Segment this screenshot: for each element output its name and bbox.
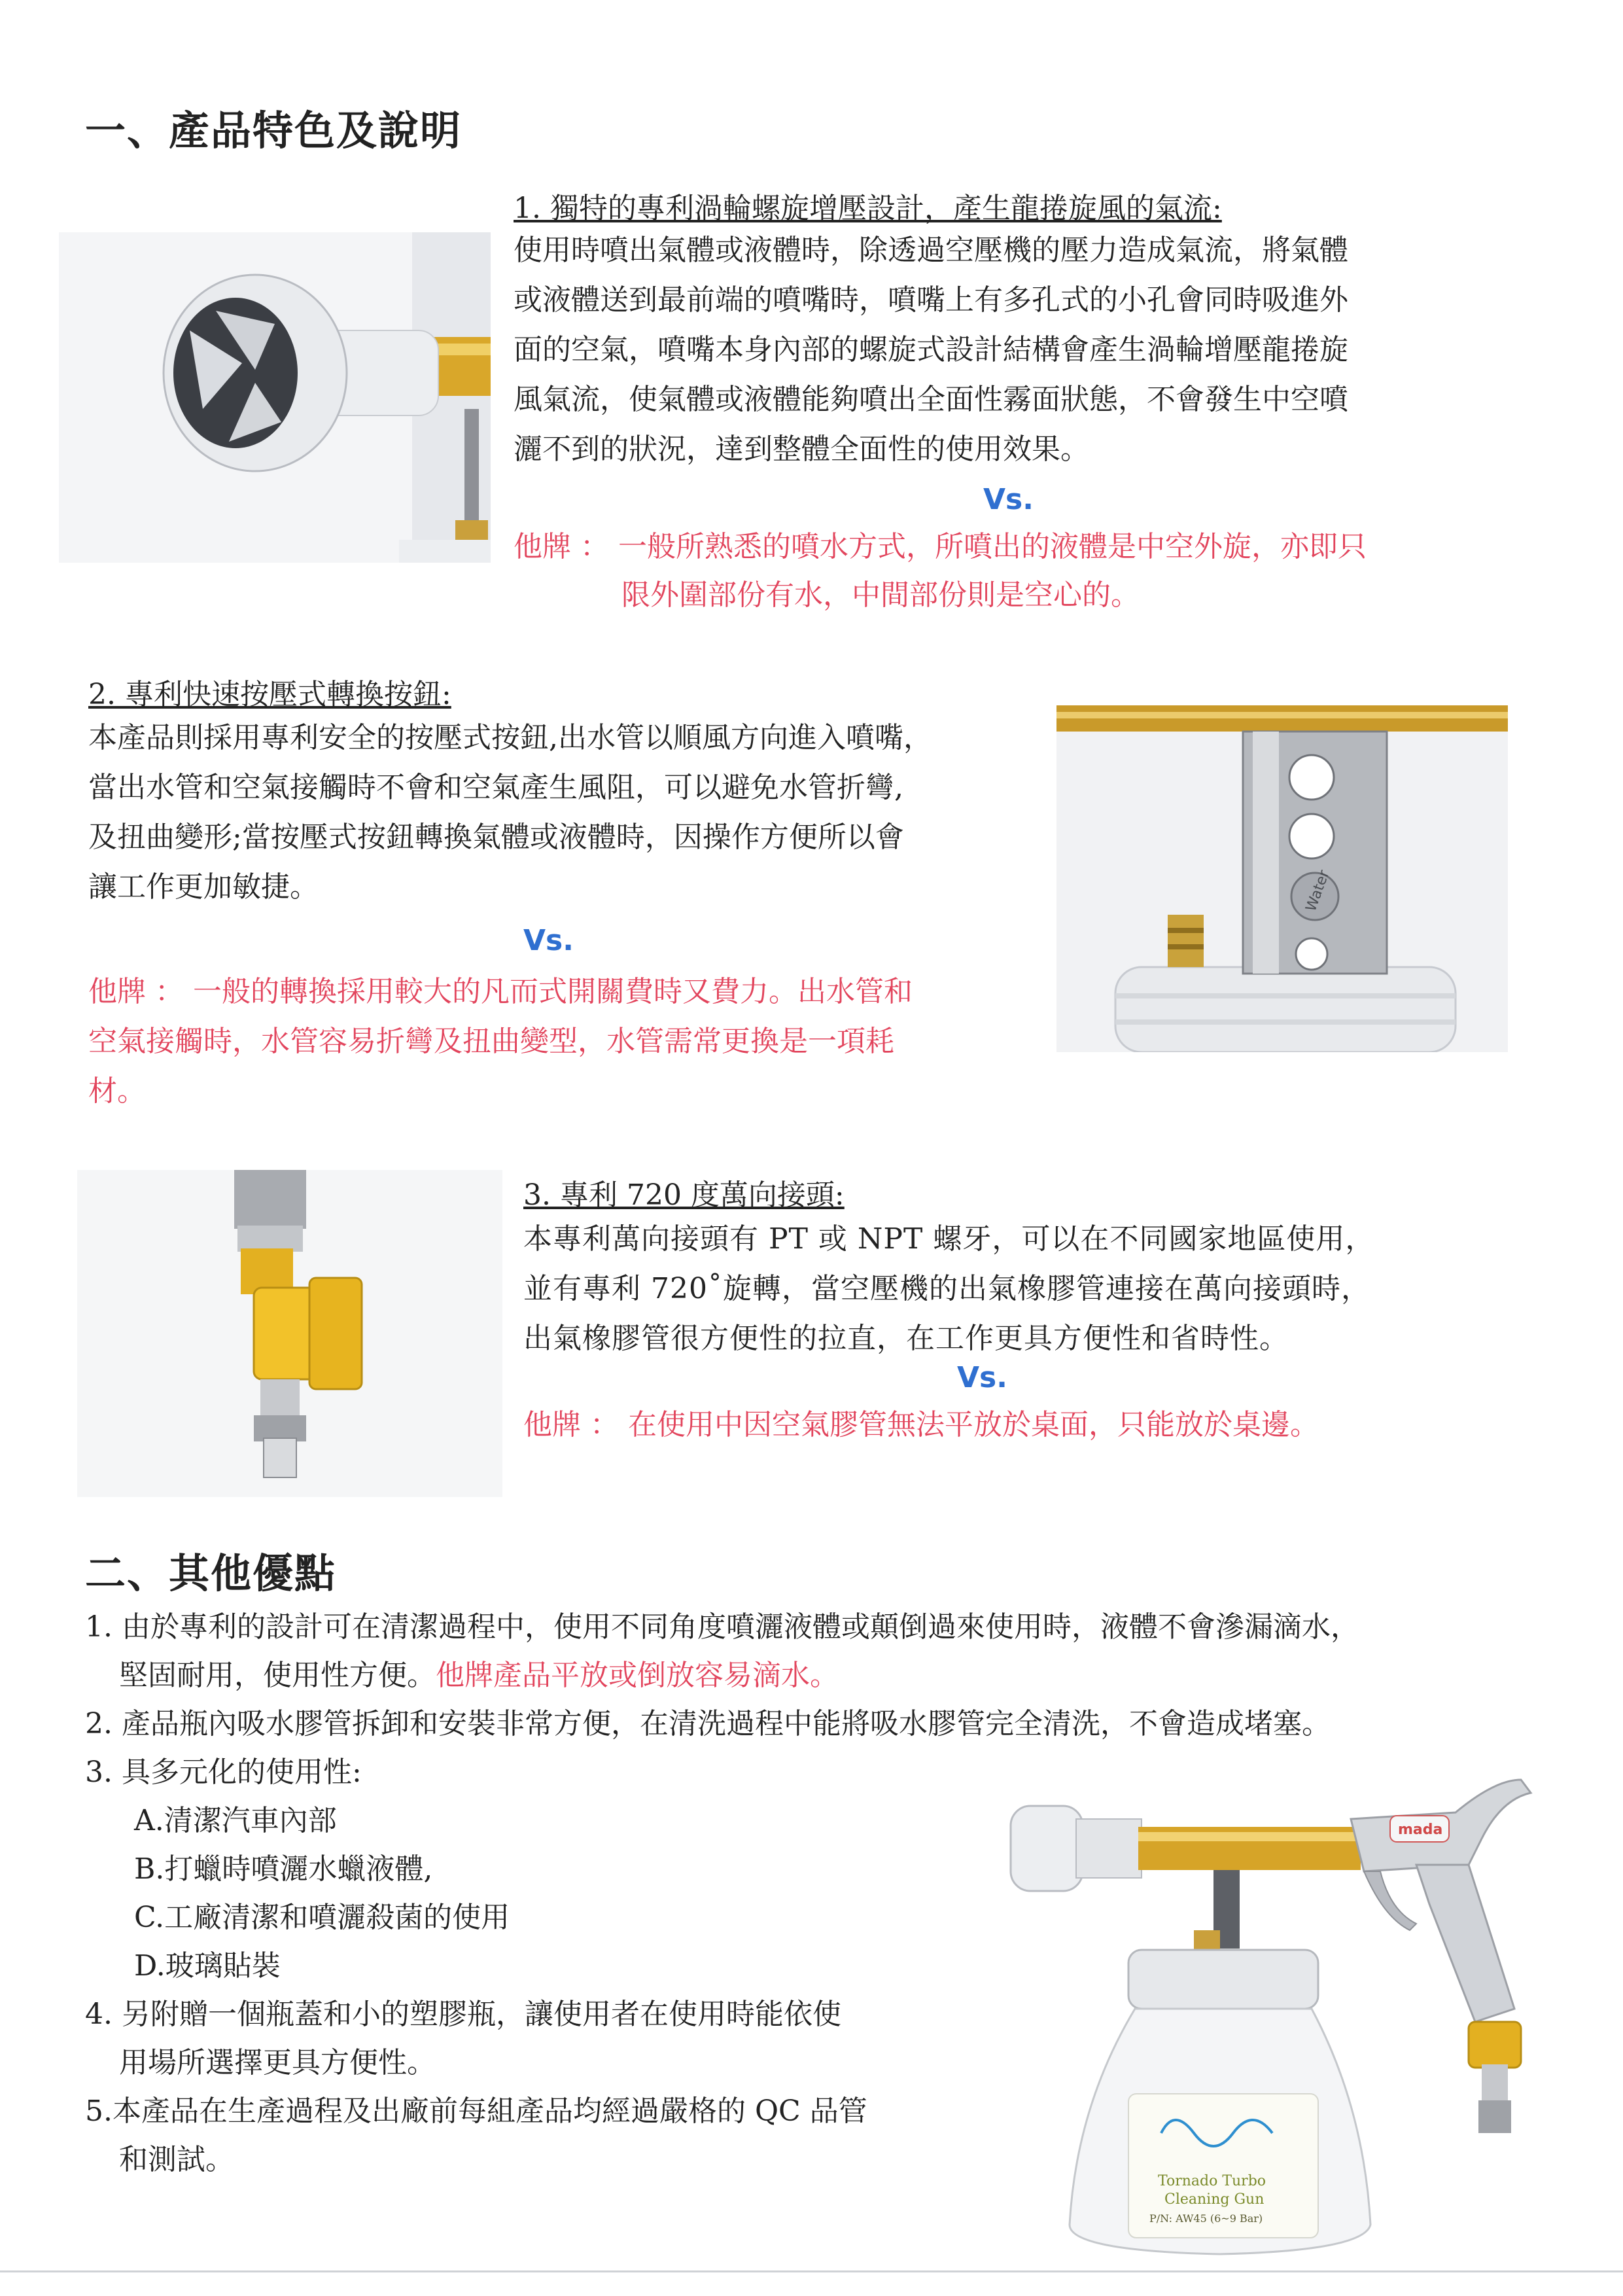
section1-heading: 一、產品特色及說明: [85, 107, 462, 154]
item1-vs: Vs.: [983, 483, 1034, 516]
advantage-3: 3. 具多元化的使用性:: [85, 1756, 362, 1789]
item2-description: [88, 713, 1043, 912]
item2-other-line: 材。: [88, 1074, 146, 1108]
item3-line: 本專利萬向接頭有 PT 或 NPT 螺牙，可以在不同國家地區使用，: [523, 1222, 1375, 1256]
item1-line: 或液體送到最前端的噴嘴時，噴嘴上有多孔式的小孔會同時吸進外: [514, 283, 1348, 317]
item2-line: 及扭曲變形;當按壓式按鈕轉換氣體或液體時，因操作方便所以會: [88, 821, 904, 854]
item3-vs: Vs.: [957, 1361, 1007, 1394]
advantage-1-other-brand: 他牌產品平放或倒放容易滴水。: [436, 1659, 839, 1692]
item2-title: 2. 專利快速按壓式轉換按鈕:: [88, 678, 451, 711]
nozzle-photo: [59, 232, 491, 563]
advantage-5-line1: 5.本產品在生產過程及出廠前每組產品均經過嚴格的 QC 品管: [85, 2094, 867, 2128]
item1-line: 面的空氣，噴嘴本身內部的螺旋式設計結構會產生渦輪增壓龍捲旋: [514, 333, 1348, 366]
item3-line: 出氣橡膠管很方便性的拉直，在工作更具方便性和省時性。: [523, 1322, 1289, 1355]
item2-line: 本產品則採用專利安全的按壓式按鈕,出水管以順風方向進入噴嘴，: [88, 721, 932, 754]
advantage-4-line2: 用場所選擇更具方便性。: [119, 2046, 436, 2079]
water-label: Water: [1302, 868, 1333, 914]
item2-other-line: 空氣接觸時，水管容易折彎及扭曲變型，水管需常更換是一項耗: [88, 1025, 894, 1058]
item2-other-line: 他牌 ： 一般的轉換採用較大的凡而式開關費時又費力。出水管和: [88, 975, 913, 1008]
item1-line: 使用時噴出氣體或液體時，除透過空壓機的壓力造成氣流，將氣體: [514, 234, 1348, 267]
item2-line: 當出水管和空氣接觸時不會和空氣產生風阻，可以避免水管折彎,: [88, 771, 903, 804]
item1-other-brand-line1: 他牌 ： 一般所熟悉的噴水方式，所噴出的液體是中空外旋，亦即只: [514, 530, 1367, 563]
advantage-2: 2. 產品瓶內吸水膠管拆卸和安裝非常方便，在清洗過程中能將吸水膠管完全清洗，不會造成堵塞。: [85, 1707, 1331, 1740]
advantage-3-item-b: B.打蠟時噴灑水蠟液體,: [134, 1852, 433, 1886]
item1-title: 1. 獨特的專利渦輪螺旋增壓設計，產生龍捲旋風的氣流:: [514, 192, 1222, 225]
advantage-3-item-d: D.玻璃貼裝: [134, 1949, 281, 1983]
page-bottom-rule: [0, 2270, 1623, 2272]
brand-logo: mada: [1398, 1822, 1443, 1838]
label-line-2: Cleaning Gun: [1164, 2191, 1265, 2208]
item3-line: 並有專利 720˚旋轉，當空壓機的出氣橡膠管連接在萬向接頭時，: [523, 1272, 1370, 1305]
item2-vs: Vs.: [523, 924, 574, 957]
item1-line: 風氣流，使氣體或液體能夠噴出全面性霧面狀態，不會發生中空噴: [514, 383, 1348, 416]
advantage-4-line1: 4. 另附贈一個瓶蓋和小的塑膠瓶，讓使用者在使用時能依使: [85, 1998, 841, 2031]
item2-line: 讓工作更加敏捷。: [88, 870, 319, 904]
advantage-1-line1: 1. 由於專利的設計可在清潔過程中，使用不同角度噴灑液體或顛倒過來使用時，液體不會滲漏滴水，: [85, 1610, 1359, 1644]
item1-description: [514, 226, 1573, 474]
advantage-3-item-a: A.清潔汽車內部: [134, 1804, 337, 1837]
item3-description: [523, 1214, 1583, 1364]
advantage-5-line2: 和測試。: [119, 2143, 234, 2176]
item1-other-brand-line2: 限外圍部份有水，中間部份則是空心的。: [621, 578, 1140, 612]
advantage-1-text: 堅固耐用，使用性方便。: [119, 1659, 436, 1692]
item3-title: 3. 專利 720 度萬向接頭:: [523, 1178, 845, 1212]
advantage-3-item-c: C.工廠清潔和噴灑殺菌的使用: [134, 1901, 510, 1934]
advantage-1-line2: [119, 1651, 839, 1700]
label-line-1: Tornado Turbo: [1158, 2173, 1266, 2189]
swivel-joint-photo: [77, 1170, 502, 1497]
item1-line: 灑不到的狀況，達到整體全面性的使用效果。: [514, 433, 1089, 466]
cleaning-gun-photo: [998, 1767, 1560, 2264]
item2-other-brand: [88, 967, 1043, 1116]
label-line-3: P/N: AW45 (6~9 Bar): [1149, 2212, 1263, 2225]
item3-other-brand: 他牌 ： 在使用中因空氣膠管無法平放於桌面，只能放於桌邊。: [523, 1408, 1319, 1441]
section2-heading: 二、其他優點: [85, 1549, 337, 1597]
switch-button-photo: [1056, 705, 1508, 1052]
